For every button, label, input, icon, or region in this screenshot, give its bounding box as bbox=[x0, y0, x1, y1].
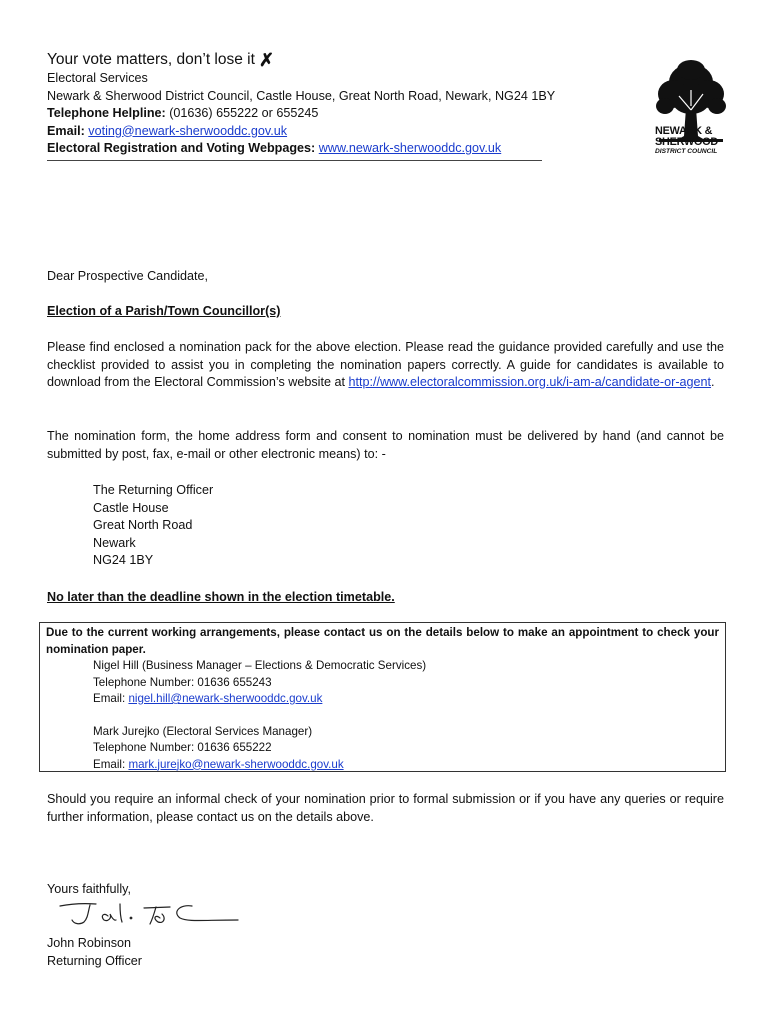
helpline-line bbox=[47, 105, 647, 123]
signature-image bbox=[52, 898, 242, 930]
contact-1-email-label: Email: bbox=[93, 692, 129, 705]
web-label: Electoral Registration and Voting Webpages: bbox=[47, 141, 316, 155]
deadline-notice: No later than the deadline shown in the election timetable. bbox=[47, 590, 395, 604]
contact-1-email-line bbox=[93, 691, 719, 708]
address-line: Great North Road bbox=[93, 518, 193, 533]
electoral-commission-link[interactable]: http://www.electoralcommission.org.uk/i-am-a/candidate-or-agent bbox=[348, 375, 712, 389]
web-line bbox=[47, 140, 647, 158]
paragraph-guidance-text: Please find enclosed a nomination pack for the above election. Please read the guidance provided carefully and use the checklist provided to assist you in completing the nomination papers correctly. A guide for candidates is available to download from the Electoral Commission’s website at bbox=[47, 340, 724, 389]
email-line bbox=[47, 123, 647, 141]
logo-line-2: SHERWOOD bbox=[655, 136, 718, 148]
letter-header bbox=[47, 50, 647, 158]
contact-2-email-link[interactable]: mark.jurejko@newark-sherwooddc.gov.uk bbox=[128, 757, 344, 771]
address-line: The Returning Officer bbox=[93, 483, 214, 497]
closing: Yours faithfully, bbox=[47, 882, 132, 896]
helpline-value: (01636) 655222 or 655245 bbox=[165, 106, 319, 120]
tagline-text: Your vote matters, don’t lose it bbox=[47, 51, 255, 68]
appointment-intro: Due to the current working arrangements, please contact us on the details below to make an appointment to check your nomination paper. bbox=[46, 626, 719, 656]
appointment-box bbox=[39, 622, 726, 772]
paragraph-guidance bbox=[47, 339, 724, 392]
salutation: Dear Prospective Candidate, bbox=[47, 269, 209, 283]
email-label: Email: bbox=[47, 123, 85, 138]
header-divider bbox=[47, 160, 542, 161]
contact-2-email-line bbox=[93, 757, 719, 774]
contact-2-email-label: Email: bbox=[93, 757, 129, 771]
email-link[interactable]: voting@newark-sherwooddc.gov.uk bbox=[88, 123, 288, 138]
contact-2-name: Mark Jurejko (Electoral Services Manager) bbox=[93, 724, 313, 738]
paragraph-guidance-end: . bbox=[711, 375, 715, 389]
subject-heading: Election of a Parish/Town Councillor(s) bbox=[47, 304, 281, 318]
address-line: Newark bbox=[93, 535, 136, 550]
returning-officer-address bbox=[93, 482, 213, 570]
address-line: NG24 1BY bbox=[93, 553, 154, 568]
contact-1-name: Nigel Hill (Business Manager – Elections & Democratic Services) bbox=[93, 659, 427, 672]
logo-line-1: NEWARK & bbox=[655, 125, 713, 137]
council-logo-text bbox=[655, 126, 735, 156]
signer-title: Returning Officer bbox=[47, 954, 142, 968]
contact-1 bbox=[46, 658, 719, 773]
paragraph-delivery: The nomination form, the home address form and consent to nomination must be delivered by hand (and cannot be submitted by post, fax, e-mail or other electronic means) to: - bbox=[47, 429, 724, 461]
helpline-label: Telephone Helpline: bbox=[47, 106, 166, 120]
contact-2-phone: Telephone Number: 01636 655222 bbox=[93, 741, 272, 754]
logo-line-3: DISTRICT COUNCIL bbox=[655, 148, 718, 155]
department-name: Electoral Services bbox=[47, 71, 148, 85]
contact-spacer bbox=[93, 708, 719, 724]
council-address: Newark & Sherwood District Council, Castle House, Great North Road, Newark, NG24 1BY bbox=[47, 88, 556, 103]
address-line: Castle House bbox=[93, 500, 169, 515]
signer-name: John Robinson bbox=[47, 936, 132, 950]
tagline bbox=[47, 50, 647, 70]
contact-1-email-link[interactable]: nigel.hill@newark-sherwooddc.gov.uk bbox=[128, 692, 323, 705]
paragraph-informal-check: Should you require an informal check of your nomination prior to formal submission or if you have any queries or require further information, please contact us on the details above. bbox=[47, 792, 724, 824]
contact-1-phone: Telephone Number: 01636 655243 bbox=[93, 675, 272, 689]
website-link[interactable]: www.newark-sherwooddc.gov.uk bbox=[318, 141, 502, 155]
ballot-cross-icon: ✗ bbox=[258, 50, 275, 70]
